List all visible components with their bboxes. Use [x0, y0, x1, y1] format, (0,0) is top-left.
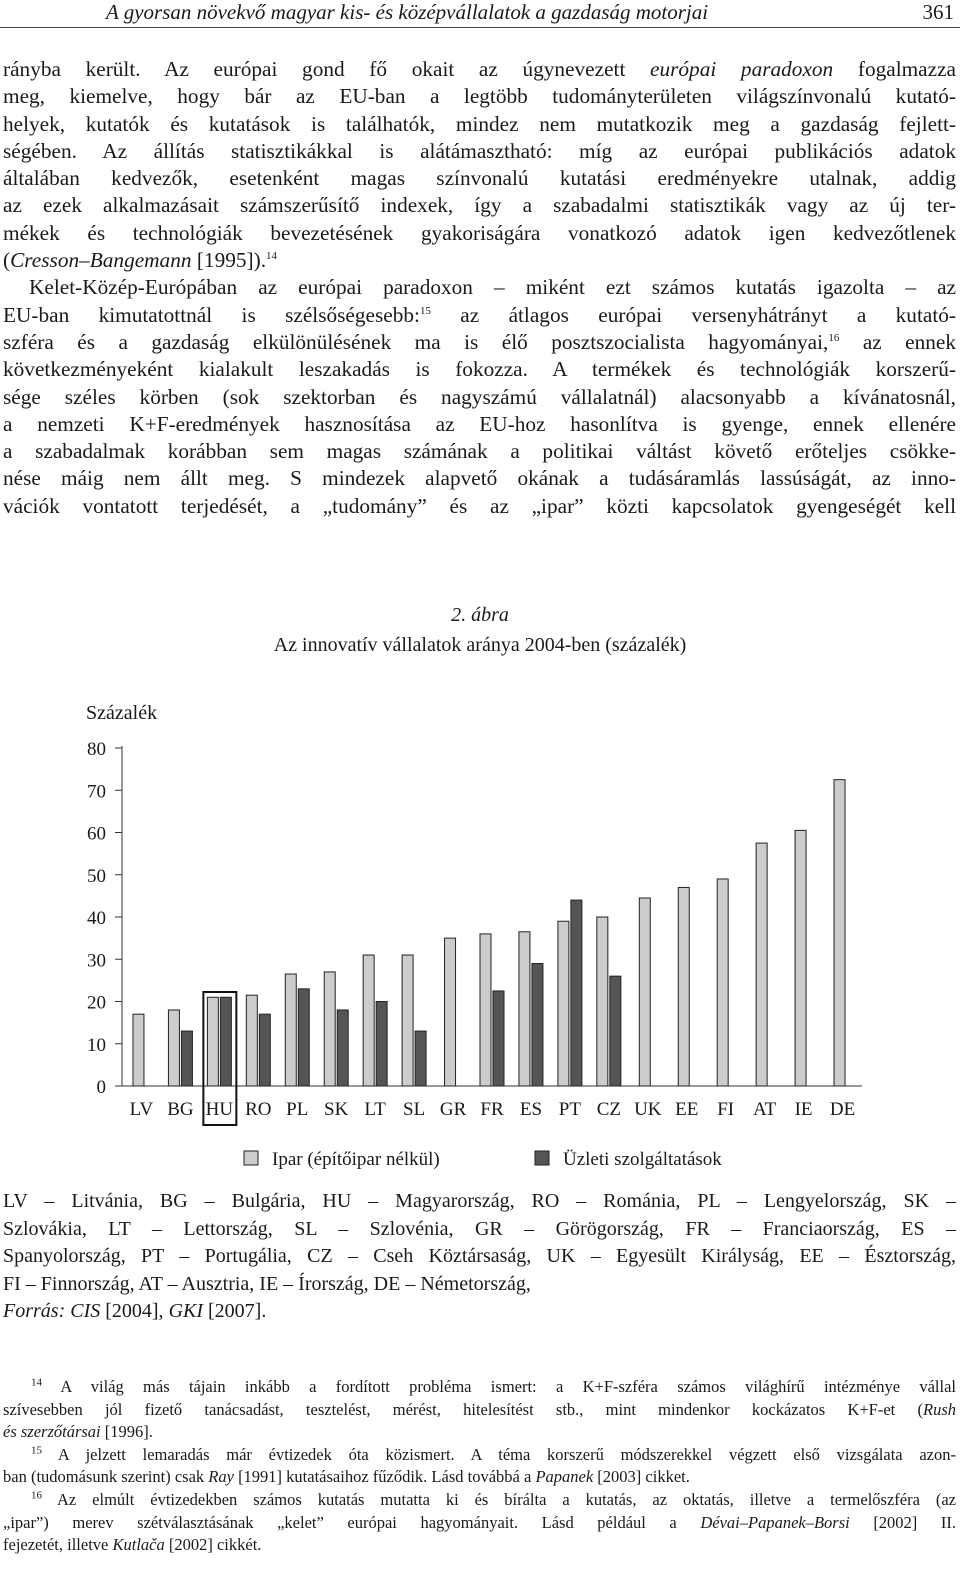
bar-industry-ro: [246, 995, 257, 1086]
text-line: mékek és technológiák bevezetésének gyakoriságára vonatkozó adatok igen kedvezőtlenek: [3, 220, 956, 245]
y-tick-label: 40: [87, 908, 106, 929]
bar-services-hu: [220, 997, 231, 1086]
footnote-16: $^{16}$ Az elmúlt évtizedekben számos kutatás mutatta ki és bírálta a kutatás, az oktatás, illetve a termelőszféra (az: [31, 1489, 956, 1509]
bar-industry-ee: [678, 887, 689, 1086]
term-european-paradox: európai paradoxon: [650, 57, 834, 81]
text-line: sége széles körben (sok szektorban és nagyszámú vállalatnál) alacsonyabb a kívánatosnál,: [3, 384, 956, 409]
country-legend: [3, 1188, 956, 1326]
bar-industry-fi: [717, 879, 728, 1086]
bar-industry-fr: [480, 934, 491, 1086]
legend-line: FI – Finnország, AT – Ausztria, IE – Írország, DE – Németország,: [3, 1272, 531, 1295]
x-tick-label: UK: [634, 1099, 662, 1120]
x-tick-label: BG: [167, 1099, 194, 1120]
text-line: szféra és a gazdaság elkülönülésének ma is élő posztszocialista hagyományai,$^{16}$ az ennek: [3, 329, 957, 354]
x-tick-label: LT: [364, 1099, 386, 1120]
x-tick-label: CZ: [596, 1099, 621, 1120]
text-line: ségében. Az állítás statisztikákkal is alátámasztható: míg az európai publikációs adatok: [3, 138, 956, 163]
text-line: a szabadalmak korábban sem magas számának a politikai váltást követő erőteljes csökke-: [3, 439, 956, 464]
text-line: általában kedvezők, esetenként magas színvonalú kutatási eredményekre utalnak, addig: [3, 166, 956, 191]
bar-industry-at: [756, 843, 767, 1086]
bar-services-lt: [376, 1002, 387, 1087]
text-line: rányba került. Az európai gond fő okait az úgynevezett európai paradoxon fogalmazza: [3, 57, 956, 81]
legend-label-industry: Ipar (építőipar nélkül): [272, 1149, 440, 1170]
paragraph-1: [3, 56, 956, 274]
bar-industry-uk: [639, 898, 650, 1086]
page-number: 361: [922, 0, 954, 24]
footnote-line: és szerzőtársai [1996].: [3, 1422, 153, 1442]
text-line: a nemzeti K+F-eredmények hasznosítása az EU-hoz hasonlítva is gyenge, ennek ellenére: [3, 411, 956, 436]
footnote-14: $^{14}$ A világ más tájain inkább a fordított probléma ismert: a K+F-szféra számos világhírű intézménye vállal: [31, 1376, 956, 1396]
bar-industry-pt: [558, 921, 569, 1086]
bar-industry-de: [834, 780, 845, 1086]
footnotes: [3, 1376, 956, 1557]
paragraph-2: [3, 274, 956, 301]
x-tick-label: PT: [558, 1099, 581, 1120]
y-tick-label: 30: [87, 950, 106, 972]
text-line: Kelet-Közép-Európában az európai paradoxon – miként ezt számos kutatás igazolta – az: [29, 275, 956, 300]
legend-line: Szlovákia, LT – Lettország, SL – Szlovénia, GR – Görögország, FR – Franciaország, ES –: [3, 1217, 956, 1240]
x-tick-label: EE: [675, 1099, 699, 1120]
x-tick-label: IE: [794, 1099, 813, 1120]
bar-services-ro: [259, 1014, 270, 1086]
bar-industry-sl: [402, 955, 413, 1086]
citation-cresson-bangemann: Cresson–Bangemann: [10, 248, 192, 273]
footnote-15: $^{15}$ A jelzett lemaradás már évtizedek óta közismert. A téma korszerű módszerekkel végzett első vizsgálata azon-: [31, 1444, 956, 1464]
y-tick-label: 60: [87, 823, 106, 845]
legend-line: LV – Litvánia, BG – Bulgária, HU – Magyarország, RO – Románia, PL – Lengyelország, SK –: [3, 1190, 956, 1212]
x-tick-label: FR: [480, 1099, 504, 1120]
bar-services-bg: [181, 1031, 192, 1086]
bar-services-cz: [610, 976, 621, 1086]
bar-industry-bg: [168, 1010, 179, 1086]
x-tick-label: AT: [753, 1099, 777, 1120]
running-title: A gyorsan növekvő magyar kis- és középvállalatok a gazdaság motorjai: [106, 0, 709, 24]
bar-industry-gr: [445, 938, 456, 1086]
bar-industry-cz: [597, 917, 608, 1086]
bar-services-sl: [415, 1031, 426, 1086]
legend-swatch-services: [535, 1151, 549, 1165]
text-line: EU-ban kimutatottnál is szélsőségesebb:$^{15}$ az átlagos európai versenyhátrányt a kutató-: [3, 302, 956, 327]
x-tick-label: RO: [245, 1099, 272, 1120]
y-tick-label: 70: [87, 781, 106, 803]
footnote-line: „ipar”) merev szétválasztásának „kelet” európai hagyományait. Lásd például a Dévai–Papanek–Borsi [2002] II.: [3, 1512, 956, 1532]
x-tick-label: GR: [439, 1099, 467, 1120]
x-tick-label: DE: [829, 1099, 856, 1120]
bar-chart: [0, 690, 960, 1180]
bar-services-sk: [337, 1010, 348, 1086]
bar-services-es: [532, 963, 543, 1086]
bar-industry-sk: [324, 972, 335, 1086]
bar-services-pl: [298, 989, 309, 1086]
text-line: következményeként kialakult leszakadás is fokozza. A termékek és technológiák korszerű-: [3, 357, 956, 382]
bar-industry-lt: [363, 955, 374, 1086]
footnote-line: szívesebben jól fizető tanácsadást, tesztelést, mérést, hitelesítést stb., mint mindenkor kockázatos K+F-et (Rush: [3, 1399, 956, 1419]
text-line: meg, kiemelve, hogy bár az EU-ban a legtöbb tudományterületen világszínvonalú kutató-: [3, 84, 956, 109]
figure-title: Az innovatív vállalatok aránya 2004-ben (százalék): [273, 634, 687, 656]
bar-services-pt: [571, 900, 582, 1086]
bar-industry-ie: [795, 830, 806, 1086]
y-tick-label: 0: [96, 1077, 106, 1098]
legend-swatch-industry: [244, 1151, 258, 1165]
figure-number: 2. ábra: [451, 604, 509, 626]
x-tick-label: FI: [717, 1099, 735, 1120]
x-tick-label: HU: [205, 1099, 234, 1120]
bar-industry-hu: [207, 997, 218, 1086]
footnote-line: fejezetét, illetve Kutlača [2002] cikkét.: [3, 1535, 262, 1555]
y-axis-label: Százalék: [86, 702, 158, 724]
page-header: [0, 0, 960, 30]
legend-line: Spanyolország, PT – Portugália, CZ – Cseh Köztársaság, UK – Egyesült Királyság, EE – Észtország,: [3, 1245, 956, 1267]
bar-industry-es: [519, 932, 530, 1086]
footnote-line: ban (tudomásunk szerint) csak Ray [1991] kutatásaihoz fűződik. Lásd továbbá a Papanek [2003] cikket.: [3, 1467, 690, 1487]
x-tick-label: PL: [286, 1099, 309, 1120]
x-tick-label: LV: [129, 1099, 154, 1120]
footnote-ref-16: 16: [828, 331, 840, 344]
y-tick-label: 20: [87, 992, 106, 1014]
source-line: Forrás: CIS [2004], GKI [2007].: [3, 1300, 267, 1322]
header-rule: [0, 27, 960, 28]
bar-industry-lv: [133, 1014, 144, 1086]
x-tick-label: SL: [403, 1099, 426, 1120]
legend-label-services: Üzleti szolgáltatások: [563, 1149, 722, 1170]
text-line: nése máig nem állt meg. S mindezek alapvető okának a tudásáramlás lassúságát, az inno-: [3, 466, 956, 491]
text-line: az ezek alkalmazásait számszerűsítő indexek, így a szabadalmi statisztikák vagy az új ter-: [3, 193, 956, 218]
y-tick-label: 10: [87, 1034, 106, 1056]
y-tick-label: 80: [87, 739, 106, 760]
x-tick-label: ES: [519, 1099, 543, 1120]
source-label: Forrás:: [3, 1300, 66, 1322]
body-text: [3, 56, 956, 520]
text-line: vációk vontatott terjedését, a „tudomány” és az „ipar” közti kapcsolatok gyengeségét kell: [3, 493, 956, 518]
x-tick-label: SK: [324, 1099, 349, 1120]
text-line: (Cresson–Bangemann [1995]).$^{14}$: [3, 248, 278, 273]
footnote-ref-14: 14: [266, 249, 278, 262]
footnote-ref-15: 15: [419, 304, 431, 317]
y-tick-label: 50: [87, 865, 106, 887]
text-line: helyek, kutatók és kutatások is találhatók, mindez nem mutatkozik meg a gazdaság fejlett-: [3, 111, 956, 136]
paragraph-2-rest: [3, 302, 956, 520]
bar-services-fr: [493, 991, 504, 1086]
bar-industry-pl: [285, 974, 296, 1086]
